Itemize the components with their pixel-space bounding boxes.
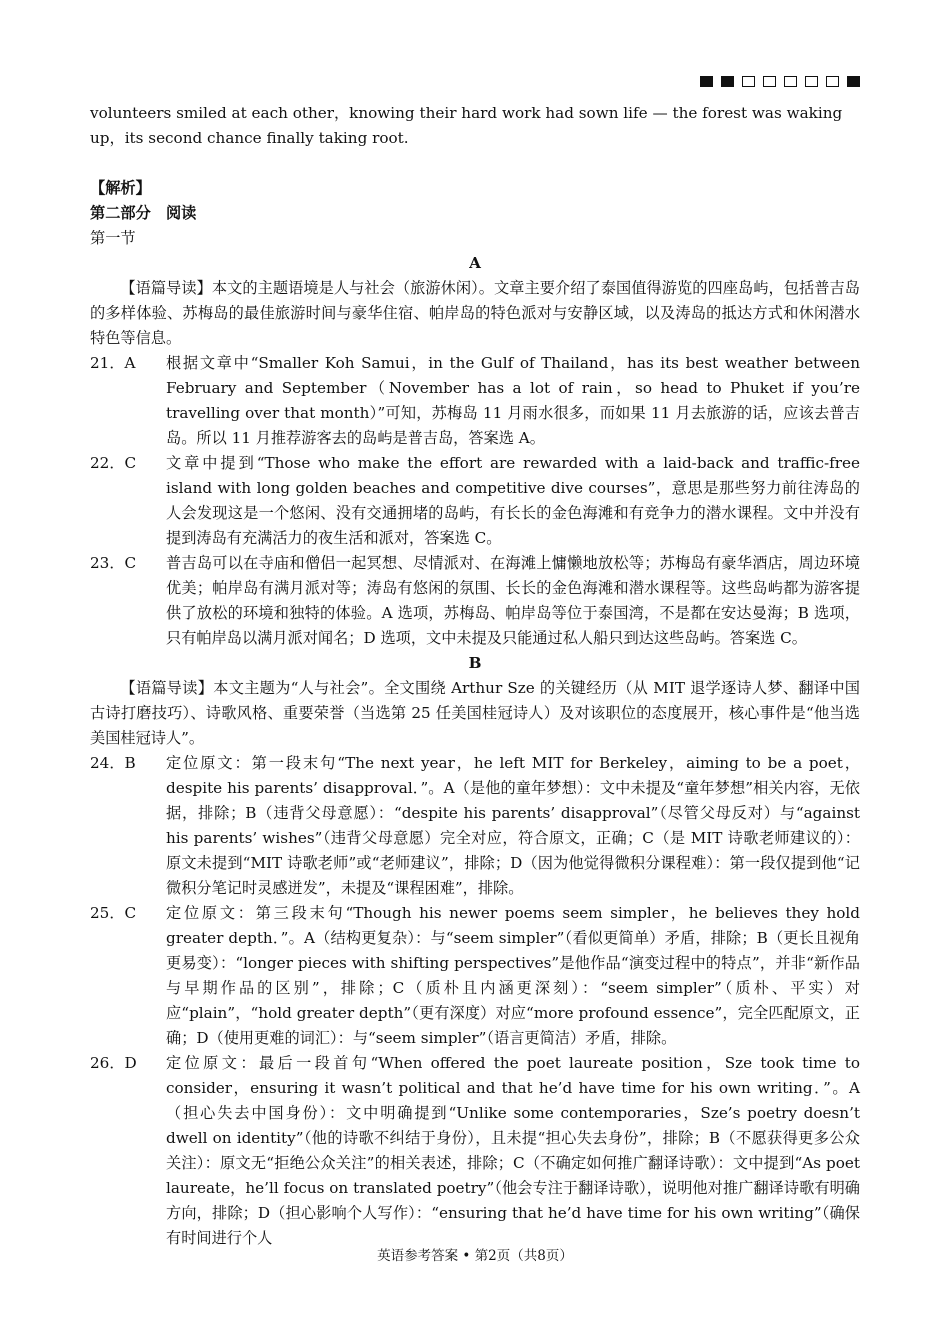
answer-text: 根据文章中“Smaller Koh Samui，in the Gulf of Thailand，has its best weather between February and September（November has a lot of rain，so head to Phuket if you’re travelling over that month）”可知，苏梅岛 11 月雨水很多，而如果 11 月去旅游的话，应该去普吉岛。所以 11 月推荐游客去的岛屿是普吉岛，答案选 A。 [166,354,860,447]
answer-text: 普吉岛可以在寺庙和僧侣一起冥想、尽情派对、在海滩上慵懒地放松等；苏梅岛有豪华酒店，周边环境优美；帕岸岛有满月派对等；涛岛有悠闲的氛围、长长的金色海滩和潜水课程等。这些岛屿都为游客提供了放松的环境和独特的体验。A 选项，苏梅岛、帕岸岛等位于泰国湾，不是都在安达曼海；B 选项，只有帕岸岛以满月派对闻名；D 选项，文中未提及只能通过私人船只到达这些岛屿。答案选 C。 [166,554,860,647]
answer-item [90,351,860,451]
answer-number: 22．C [90,454,137,472]
mark-7 [826,76,839,87]
intro-paragraph: volunteers smiled at each other，knowing their hard work had sown life — the forest was waking up，its second chance finally taking root. [90,104,843,147]
answer-item [90,751,860,901]
mark-8 [847,76,860,87]
answer-number: 23．C [90,554,137,572]
mark-3 [742,76,755,87]
answer-number: 24．B [90,754,136,772]
document-body [90,101,860,1251]
passage-b-guide: 【语篇导读】本文主题为“人与社会”。全文围绕 Arthur Sze 的关键经历（从 MIT 退学逐诗人梦、翻译中国古诗打磨技巧）、诗歌风格、重要荣誉（当选第 25 任美国桂冠诗人）及对该职位的态度展开，核心事件是“他当选美国桂冠诗人”。 [90,679,860,747]
answer-number: 26．D [90,1054,137,1072]
mark-5 [784,76,797,87]
part-heading: 第二部分 阅读 [90,204,197,222]
analysis-heading: 【解析】 [90,179,151,197]
answer-text: 定位原文：第一段末句“The next year，he left MIT for Berkeley，aiming to be a poet，despite his parents’ disapproval．”。A（是他的童年梦想）：文中未提及“童年梦想”相关内容，无依据，排除；B（违背父母意愿）：“despite his parents’ disapproval”（尽管父母反对）与“against his parents’ wishes”（违背父母意愿）完全对应，符合原文，正确；C（是 MIT 诗歌老师建议的）：原文未提到“MIT 诗歌老师”或“老师建议”，排除；D（因为他觉得微积分课程难）：第一段仅提到他“记微积分笔记时灵感迸发”，未提及“课程困难”，排除。 [166,754,860,897]
passage-a-guide: 【语篇导读】本文的主题语境是人与社会（旅游休闲）。文章主要介绍了泰国值得游览的四座岛屿，包括普吉岛的多样体验、苏梅岛的最佳旅游时间与豪华住宿、帕岸岛的特色派对与安静区域，以及涛岛的抵达方式和休闲潜水特色等信息。 [90,279,860,347]
answer-item [90,901,860,1051]
passage-b-label: B [468,654,482,672]
answer-item [90,451,860,551]
answer-number: 21．A [90,354,136,372]
answer-item [90,551,860,651]
answer-number: 25．C [90,904,137,922]
mark-6 [805,76,818,87]
answer-text: 文章中提到“Those who make the effort are rewarded with a laid-back and traffic-free island with long golden beaches and competitive dive courses”，意思是那些努力前往涛岛的人会发现这是一个悠闲、没有交通拥堵的岛屿，有长长的金色海滩和有竞争力的潜水课程。文中并没有提到涛岛有充满活力的夜生活和派对，答案选 C。 [166,454,860,547]
mark-2 [721,76,734,87]
answer-text: 定位原文：第三段末句“Though his newer poems seem simpler，he believes they hold greater depth．”。A（结构更复杂）：与“seem simpler”（看似更简单）矛盾，排除；B（更长且视角更易变）：“longer pieces with shifting perspectives”是他作品“演变过程中的特点”，并非“新作品与早期作品的区别”，排除；C（质朴且内涵更深刻）：“seem simpler”（质朴、平实）对应“plain”，“hold greater depth”（更有深度）对应“more profound essence”，完全匹配原文，正确；D（使用更难的词汇）：与“seem simpler”（语言更简洁）矛盾，排除。 [166,904,860,1047]
mark-1 [700,76,713,87]
mark-4 [763,76,776,87]
header-marks [650,76,860,87]
answer-text: 定位原文：最后一段首句“When offered the poet laureate position，Sze took time to consider，ensuring it wasn’t political and that he’d have time for his own writing．”。A（担心失去中国身份）：文中明确提到“Unlike some contemporaries，Sze’s poetry doesn’t dwell on identity”（他的诗歌不纠结于身份），且未提“担心失去身份”，排除；B（不愿获得更多公众关注）：原文无“拒绝公众关注”的相关表述，排除；C（不确定如何推广翻译诗歌）：文中提到“As poet laureate，he’ll focus on translated poetry”（他会专注于翻译诗歌），说明他对推广翻译诗歌有明确方向，排除；D（担心影响个人写作）：“ensuring that he’d have time for his own writing”（确保有时间进行个人 [166,1054,860,1247]
answer-item [90,1051,860,1251]
passage-a-label: A [469,254,481,272]
subsection-heading: 第一节 [90,229,136,247]
page-footer: 英语参考答案 • 第2页（共8页） [377,1248,573,1264]
